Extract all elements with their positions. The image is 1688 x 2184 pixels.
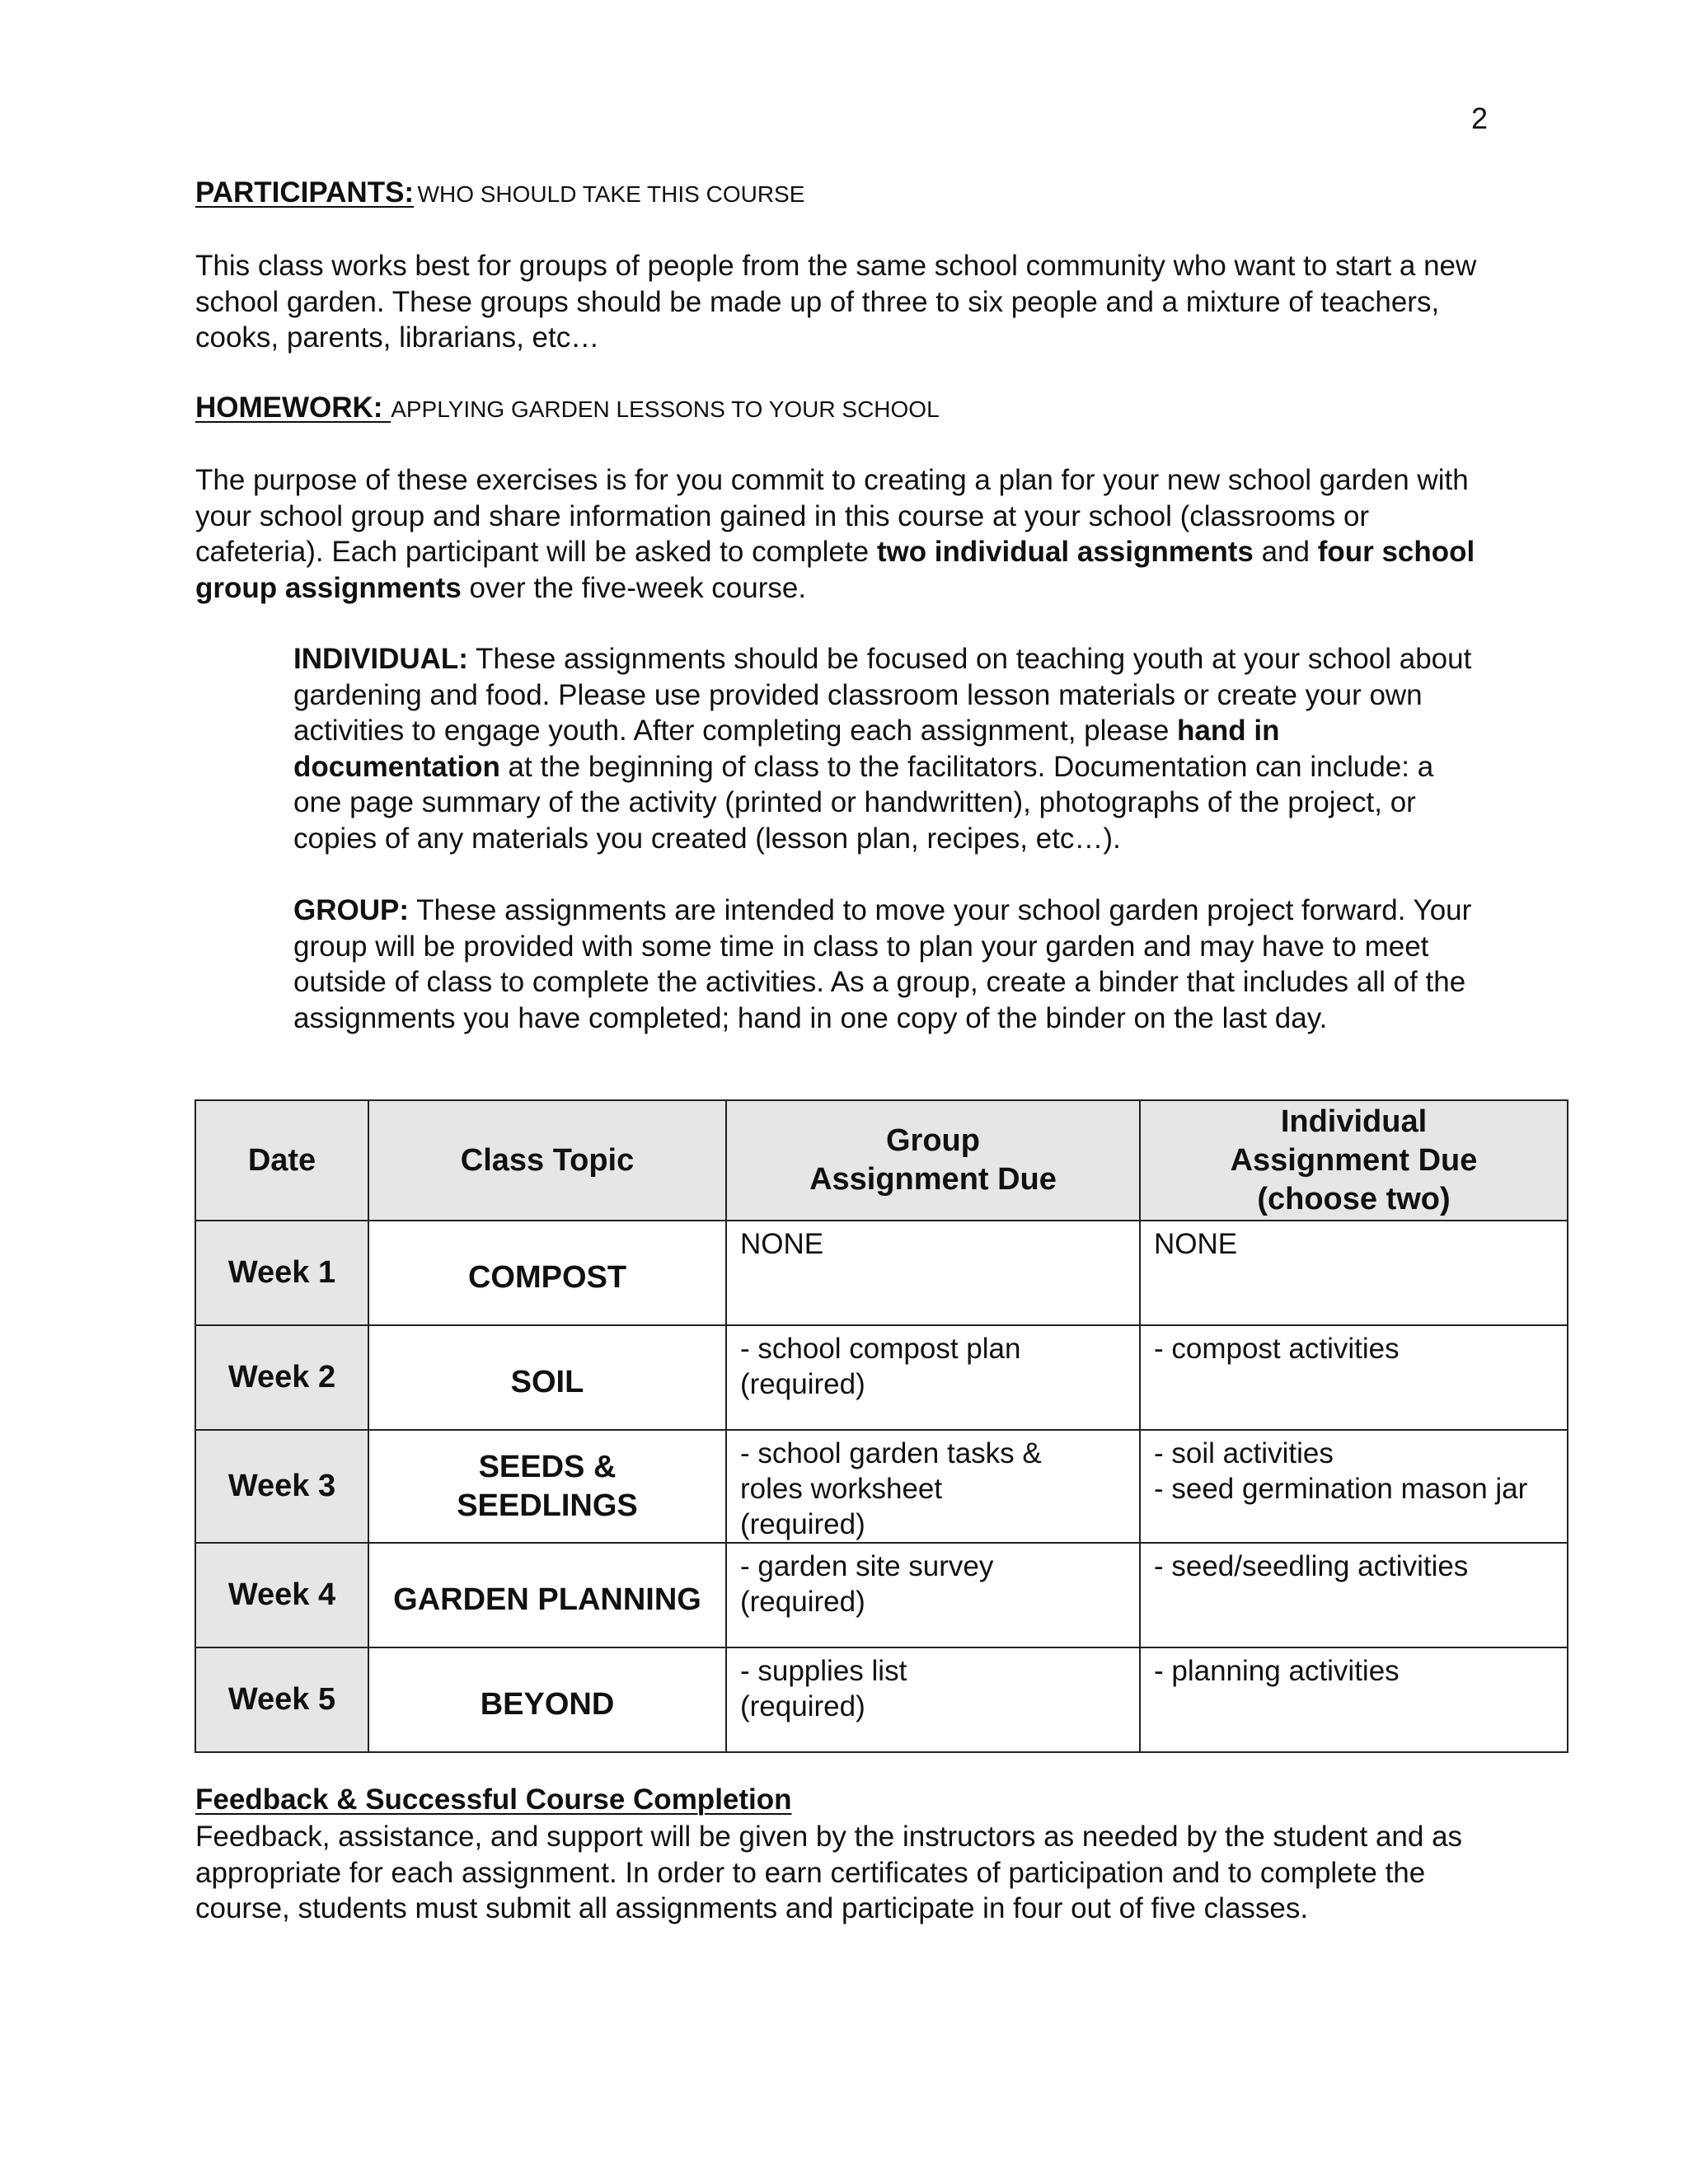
- header-group-assignment: Group Assignment Due: [726, 1100, 1140, 1221]
- table-header-row: [195, 1100, 1568, 1221]
- individual-assignment-cell: - planning activities: [1140, 1647, 1568, 1752]
- individual-text-2: at the beginning of class to the facilitators. Documentation can include: a one page summary of the activity (printed or handwritten), photographs of the project, or copies of any materials you created (lesson plan, recipes, etc…).: [293, 750, 1434, 855]
- feedback-body: Feedback, assistance, and support will be given by the instructors as needed by the student and as appropriate for each assignment. In order to earn certificates of participation and to complete the course, students must submit all assignments and participate in four out of five classes.: [195, 1821, 1463, 1924]
- date-cell: Week 2: [195, 1325, 368, 1430]
- homework-body-text-1: The purpose of these exercises is for you commit to creating a plan for your new school garden with your school group and share information gained in this course at your school (classrooms or cafeteria). Each participant will be asked to complete: [195, 464, 1469, 568]
- homework-body-bold-2: four school group assignments: [195, 536, 1475, 604]
- individual-bold: hand in documentation: [293, 715, 1280, 783]
- date-cell: Week 3: [195, 1430, 368, 1543]
- date-cell: Week 1: [195, 1221, 368, 1325]
- individual-assignment-cell: - seed/seedling activities: [1140, 1543, 1568, 1647]
- participants-subheading: WHO SHOULD TAKE THIS COURSE: [417, 181, 805, 207]
- individual-paragraph: [293, 641, 1480, 856]
- group-assignment-cell: - supplies list (required): [726, 1647, 1140, 1752]
- individual-assignment-cell: NONE: [1140, 1221, 1568, 1325]
- header-individual-assignment: Individual Assignment Due (choose two): [1140, 1100, 1568, 1221]
- date-cell: Week 5: [195, 1647, 368, 1752]
- homework-heading: HOMEWORK:: [195, 391, 392, 424]
- schedule-table: [195, 1099, 1568, 1753]
- individual-assignment-cell: - compost activities: [1140, 1325, 1568, 1430]
- table-row: [195, 1647, 1568, 1752]
- topic-cell: GARDEN PLANNING: [368, 1543, 726, 1647]
- group-paragraph: [293, 893, 1480, 1036]
- individual-label: INDIVIDUAL:: [293, 643, 468, 675]
- topic-cell: COMPOST: [368, 1221, 726, 1325]
- group-text: These assignments are intended to move your school garden project forward. Your group will be provided with some time in class to plan your garden and may have to meet outside of class to complete the activities. As a group, create a binder that includes all of the assignments you have completed; hand in one copy of the binder on the last day.: [293, 894, 1472, 1034]
- topic-cell: BEYOND: [368, 1647, 726, 1752]
- homework-body-bold-1: two individual assignments: [876, 536, 1254, 568]
- homework-body-text-3: over the five-week course.: [461, 571, 807, 604]
- individual-assignment-cell: - soil activities - seed germination mason jar: [1140, 1430, 1568, 1543]
- topic-cell: SOIL: [368, 1325, 726, 1430]
- group-assignment-cell: - school compost plan (required): [726, 1325, 1140, 1430]
- table-row: [195, 1543, 1568, 1647]
- topic-cell: SEEDS & SEEDLINGS: [368, 1430, 726, 1543]
- header-topic: Class Topic: [368, 1100, 726, 1221]
- participants-heading: PARTICIPANTS:: [195, 176, 415, 209]
- table-row: [195, 1430, 1568, 1543]
- group-assignment-cell: NONE: [726, 1221, 1140, 1325]
- homework-body-text-2: and: [1253, 536, 1318, 568]
- feedback-heading: Feedback & Successful Course Completion: [195, 1783, 792, 1816]
- participants-heading-line: [195, 176, 804, 209]
- participants-body: This class works best for groups of people from the same school community who want to start a new school garden. These groups should be made up of three to six people and a mixture of teachers, cooks, parents, librarians, etc…: [195, 250, 1477, 354]
- header-date: Date: [195, 1100, 368, 1221]
- group-assignment-cell: - school garden tasks & roles worksheet (required): [726, 1430, 1140, 1543]
- homework-heading-line: [195, 391, 940, 424]
- homework-subheading: APPLYING GARDEN LESSONS TO YOUR SCHOOL: [391, 396, 940, 422]
- date-cell: Week 4: [195, 1543, 368, 1647]
- table-row: [195, 1221, 1568, 1325]
- group-assignment-cell: - garden site survey (required): [726, 1543, 1140, 1647]
- individual-text-1: These assignments should be focused on teaching youth at your school about gardening and food. Please use provided classroom lesson materials or create your own activities to engage youth. After completing each assignment, please: [293, 643, 1472, 747]
- group-label: GROUP:: [293, 894, 409, 926]
- table-row: [195, 1325, 1568, 1430]
- homework-body: [195, 462, 1489, 606]
- feedback-heading-line: [195, 1783, 792, 1816]
- page-number: 2: [1470, 101, 1488, 135]
